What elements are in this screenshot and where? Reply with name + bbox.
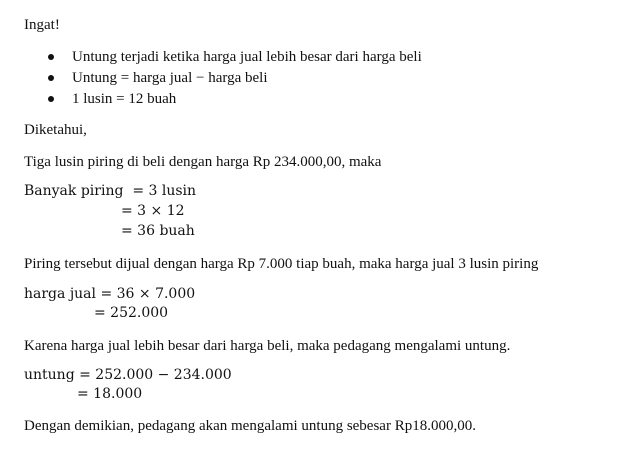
statement-selling: Piring tersebut dijual dengan harga Rp 7.000 tiap buah, maka harga jual 3 lusin piring <box>24 256 539 272</box>
bullet-dot-icon <box>48 75 54 81</box>
reminder-item: Untung = harga jual − harga beli <box>72 70 268 86</box>
equation-line: Banyak piring = 3 lusin <box>24 183 197 199</box>
conclusion: Dengan demikian, pedagang akan mengalami untung sebesar Rp18.000,00. <box>24 418 476 434</box>
statement-profit: Karena harga jual lebih besar dari harga beli, maka pedagang mengalami untung. <box>24 338 511 354</box>
reminder-item: Untung terjadi ketika harga jual lebih besar dari harga beli <box>72 49 422 65</box>
equation-line: = 18.000 <box>77 386 143 402</box>
statement-purchase: Tiga lusin piring di beli dengan harga Rp 234.000,00, maka <box>24 154 382 170</box>
reminder-item: 1 lusin = 12 buah <box>72 91 177 107</box>
equation-line: harga jual = 36 × 7.000 <box>24 286 196 302</box>
known-label: Diketahui, <box>24 122 87 138</box>
heading-ingat: Ingat! <box>24 17 60 33</box>
equation-line: untung = 252.000 − 234.000 <box>24 367 232 383</box>
equation-line: = 252.000 <box>94 305 169 321</box>
equation-line: = 3 × 12 <box>121 203 185 219</box>
equation-line: = 36 buah <box>121 223 195 239</box>
bullet-dot-icon <box>48 54 54 60</box>
bullet-dot-icon <box>48 96 54 102</box>
